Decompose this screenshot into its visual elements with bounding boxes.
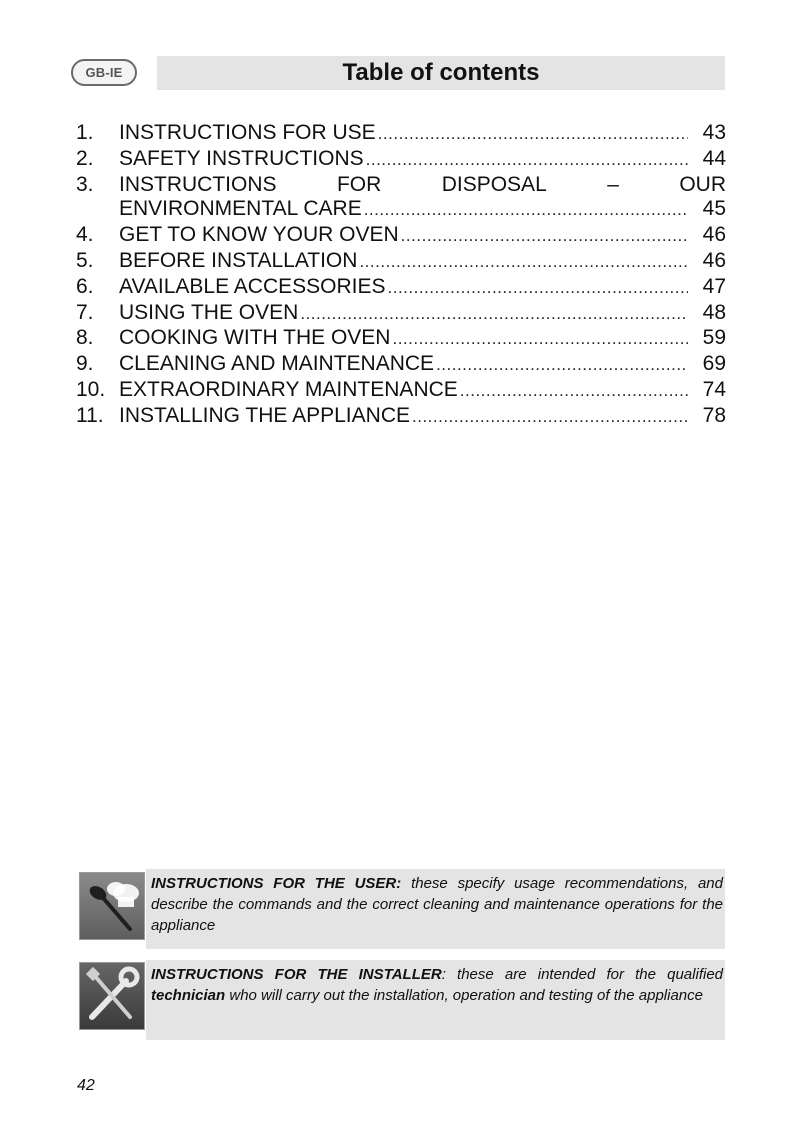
toc-leader [364, 198, 688, 223]
toc-title-word: FOR [336, 172, 382, 196]
note-body: these specify usage recommendations, and describe the commands and the correct cleaning and maintenance operations for the appliance [151, 875, 723, 934]
toc-page-number: 59 [702, 326, 726, 350]
toc-title: INSTRUCTIONS FOR USE [119, 121, 376, 144]
region-badge: GB-IE [71, 59, 137, 86]
toc-item[interactable] [76, 223, 726, 249]
toc-title-word: INSTRUCTIONS [119, 172, 277, 196]
toc-item[interactable] [76, 378, 726, 404]
tools-icon [79, 962, 145, 1030]
toc-number: 9. [76, 352, 94, 376]
page-number: 42 [77, 1077, 95, 1094]
toc-leader [401, 224, 688, 249]
note-heading: INSTRUCTIONS FOR THE INSTALLER [151, 966, 442, 983]
toc-title: COOKING WITH THE OVEN [119, 326, 391, 350]
toc-number: 2. [76, 146, 94, 170]
note-body: these are intended for the qualified [445, 966, 723, 983]
toc-leader [436, 353, 688, 378]
toc-title: CLEANING AND MAINTENANCE [119, 352, 435, 376]
toc-number: 3. [76, 172, 94, 196]
toc-item[interactable] [76, 404, 726, 430]
toc-leader [378, 122, 688, 147]
toc-page-number: 47 [702, 274, 726, 298]
toc-number: 4. [76, 223, 94, 247]
toc-title: ENVIRONMENTAL CARE [119, 197, 362, 221]
toc-page-number: 69 [702, 352, 726, 376]
toc-number: 11. [76, 403, 104, 427]
toc-leader [359, 250, 688, 275]
toc-page-number: 78 [702, 403, 726, 427]
toc-leader [300, 302, 688, 327]
toc-number: 6. [76, 274, 94, 298]
toc-item[interactable] [76, 147, 726, 173]
toc-item[interactable] [76, 249, 726, 275]
toc-page-number: 45 [702, 197, 726, 221]
note-emphasis: technician [151, 987, 226, 1004]
toc-item-continuation[interactable] [76, 197, 726, 223]
toc-leader [392, 327, 688, 352]
user-instructions-note [146, 869, 725, 949]
toc-item[interactable] [76, 173, 726, 198]
toc-number: 1. [76, 121, 94, 144]
toc-title: USING THE OVEN [119, 300, 299, 324]
toc-number: 7. [76, 300, 94, 324]
toc-number: 10. [76, 377, 106, 401]
toc-page-number: 46 [702, 223, 726, 247]
page-title: Table of contents [157, 56, 725, 90]
toc-item[interactable] [76, 301, 726, 327]
toc-leader [412, 405, 688, 430]
toc-title-word: DISPOSAL [441, 172, 547, 196]
chef-spoon-icon [79, 872, 145, 940]
toc-page-number: 44 [702, 146, 726, 170]
toc-item[interactable] [76, 352, 726, 378]
toc-leader [366, 148, 688, 173]
toc-title: SAFETY INSTRUCTIONS [119, 146, 364, 170]
toc-title: GET TO KNOW YOUR OVEN [119, 223, 399, 247]
toc-item[interactable] [76, 121, 726, 147]
toc-page-number: 46 [702, 248, 726, 272]
toc-leader [460, 379, 688, 404]
installer-instructions-note [146, 960, 725, 1040]
toc-page-number: 48 [702, 300, 726, 324]
note-colon: : [441, 966, 446, 983]
toc-title: INSTALLING THE APPLIANCE [119, 403, 410, 427]
toc-item[interactable] [76, 275, 726, 301]
note-body: who will carry out the installation, operation and testing of the appliance [225, 987, 703, 1004]
toc-title: EXTRAORDINARY MAINTENANCE [119, 377, 458, 401]
toc-item[interactable] [76, 326, 726, 352]
toc-title [119, 173, 726, 198]
toc-title-word: – [607, 172, 619, 196]
toc-page-number: 74 [702, 377, 726, 401]
toc-title: AVAILABLE ACCESSORIES [119, 274, 386, 298]
toc-number: 8. [76, 326, 94, 350]
toc-leader [388, 276, 689, 301]
note-heading: INSTRUCTIONS FOR THE USER: [151, 875, 402, 892]
table-of-contents [76, 121, 726, 430]
toc-title: BEFORE INSTALLATION [119, 248, 358, 272]
toc-number: 5. [76, 248, 94, 272]
toc-title-word: OUR [679, 172, 726, 196]
toc-page-number: 43 [702, 121, 726, 144]
